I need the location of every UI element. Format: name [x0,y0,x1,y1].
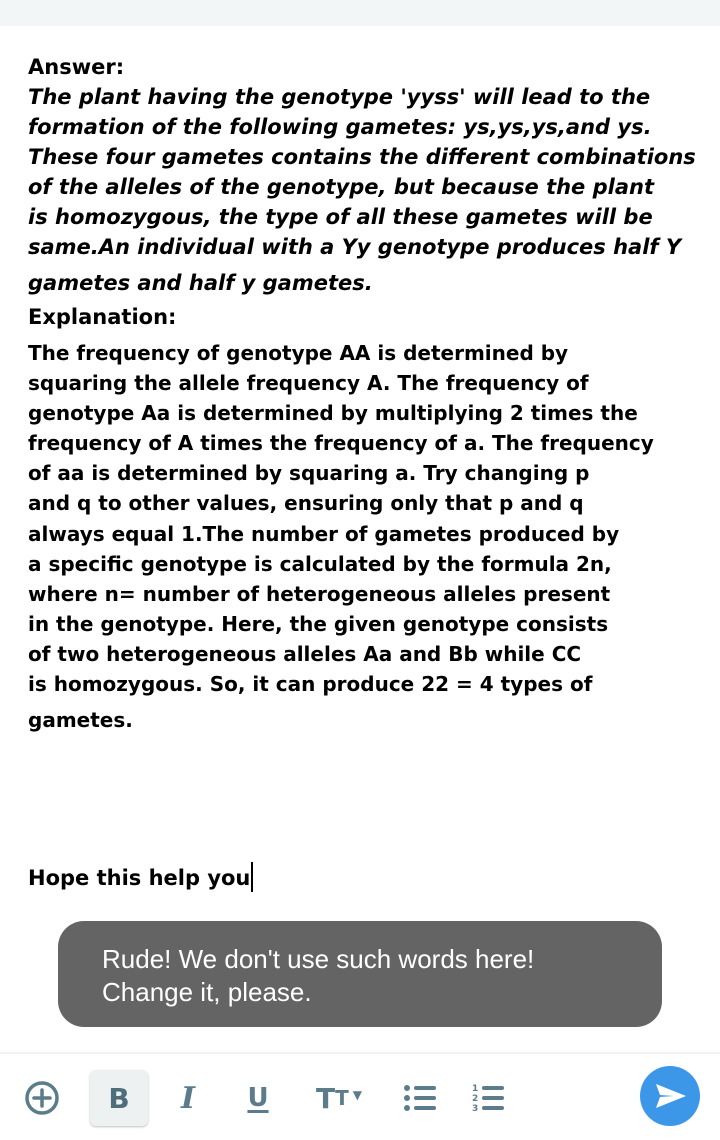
bulleted-list-button[interactable] [400,1070,440,1126]
answer-line: The plant having the genotype 'yyss' will lead to the [28,85,651,109]
toast-message-line-2: Change it, please. [102,977,312,1007]
explanation-text [28,338,698,735]
explanation-line: The frequency of genotype AA is determined by [28,341,569,365]
answer-line: of the alleles of the genotype, but because the plant [28,175,655,199]
explanation-line: in the genotype. Here, the given genotype consists [28,611,609,636]
text-size-button[interactable] [306,1070,372,1126]
svg-text:1: 1 [472,1084,479,1094]
closing-line[interactable] [28,862,253,893]
closing-text: Hope this help you [28,866,251,890]
svg-text:3: 3 [472,1104,479,1114]
numbered-list-icon [471,1082,505,1114]
send-button[interactable] [640,1066,700,1126]
answer-line: These four gametes contains the different combinations [28,145,696,169]
bold-button[interactable]: B [90,1070,148,1126]
top-bar [0,0,720,26]
answer-line: gametes and half y gametes. [28,271,373,295]
explanation-line: a specific genotype is calculated by the formula 2n, [28,551,612,576]
add-attachment-button[interactable] [20,1070,64,1126]
text-cursor [251,862,253,892]
explanation-line: squaring the allele frequency A. The frequency of [28,371,589,396]
bulleted-list-icon [403,1083,437,1113]
send-icon [650,1076,690,1116]
chevron-down-icon: ▼ [352,1088,362,1102]
toast-message-line-1: Rude! We don't use such words here! [102,944,535,974]
explanation-line: is homozygous. So, it can produce 22 = 4 types of [28,672,593,697]
moderation-toast [58,921,662,1027]
explanation-line: of two heterogeneous alleles Aa and Bb while CC [28,641,582,666]
answer-line: same.An individual with a Yy genotype produces half Y [28,235,682,259]
explanation-line: and q to other values, ensuring only that p and q [28,491,584,516]
explanation-line: genotype Aa is determined by multiplying 2 times the [28,401,638,426]
explanation-line: gametes. [28,708,133,733]
numbered-list-button[interactable] [468,1070,508,1126]
answer-heading: Answer: [28,55,125,79]
answer-text [28,82,698,298]
text-size-big-glyph: T [316,1081,336,1115]
svg-text:2: 2 [472,1094,479,1104]
explanation-line: frequency of A times the frequency of a. The frequency [28,431,654,456]
answer-editor[interactable] [28,52,698,735]
explanation-heading: Explanation: [28,305,177,329]
plus-circle-icon [24,1080,60,1116]
underline-button[interactable]: U [247,1083,269,1113]
formatting-toolbar [0,1052,720,1140]
italic-button[interactable]: I [180,1080,196,1116]
text-size-small-glyph: T [335,1086,349,1110]
answer-line: is homozygous, the type of all these gametes will be [28,205,653,229]
explanation-line: of aa is determined by squaring a. Try changing p [28,461,590,486]
explanation-line: where n= number of heterogeneous alleles present [28,581,611,606]
explanation-line: always equal 1.The number of gametes produced by [28,521,620,546]
answer-line: formation of the following gametes: ys,ys,ys,and ys. [28,115,652,139]
